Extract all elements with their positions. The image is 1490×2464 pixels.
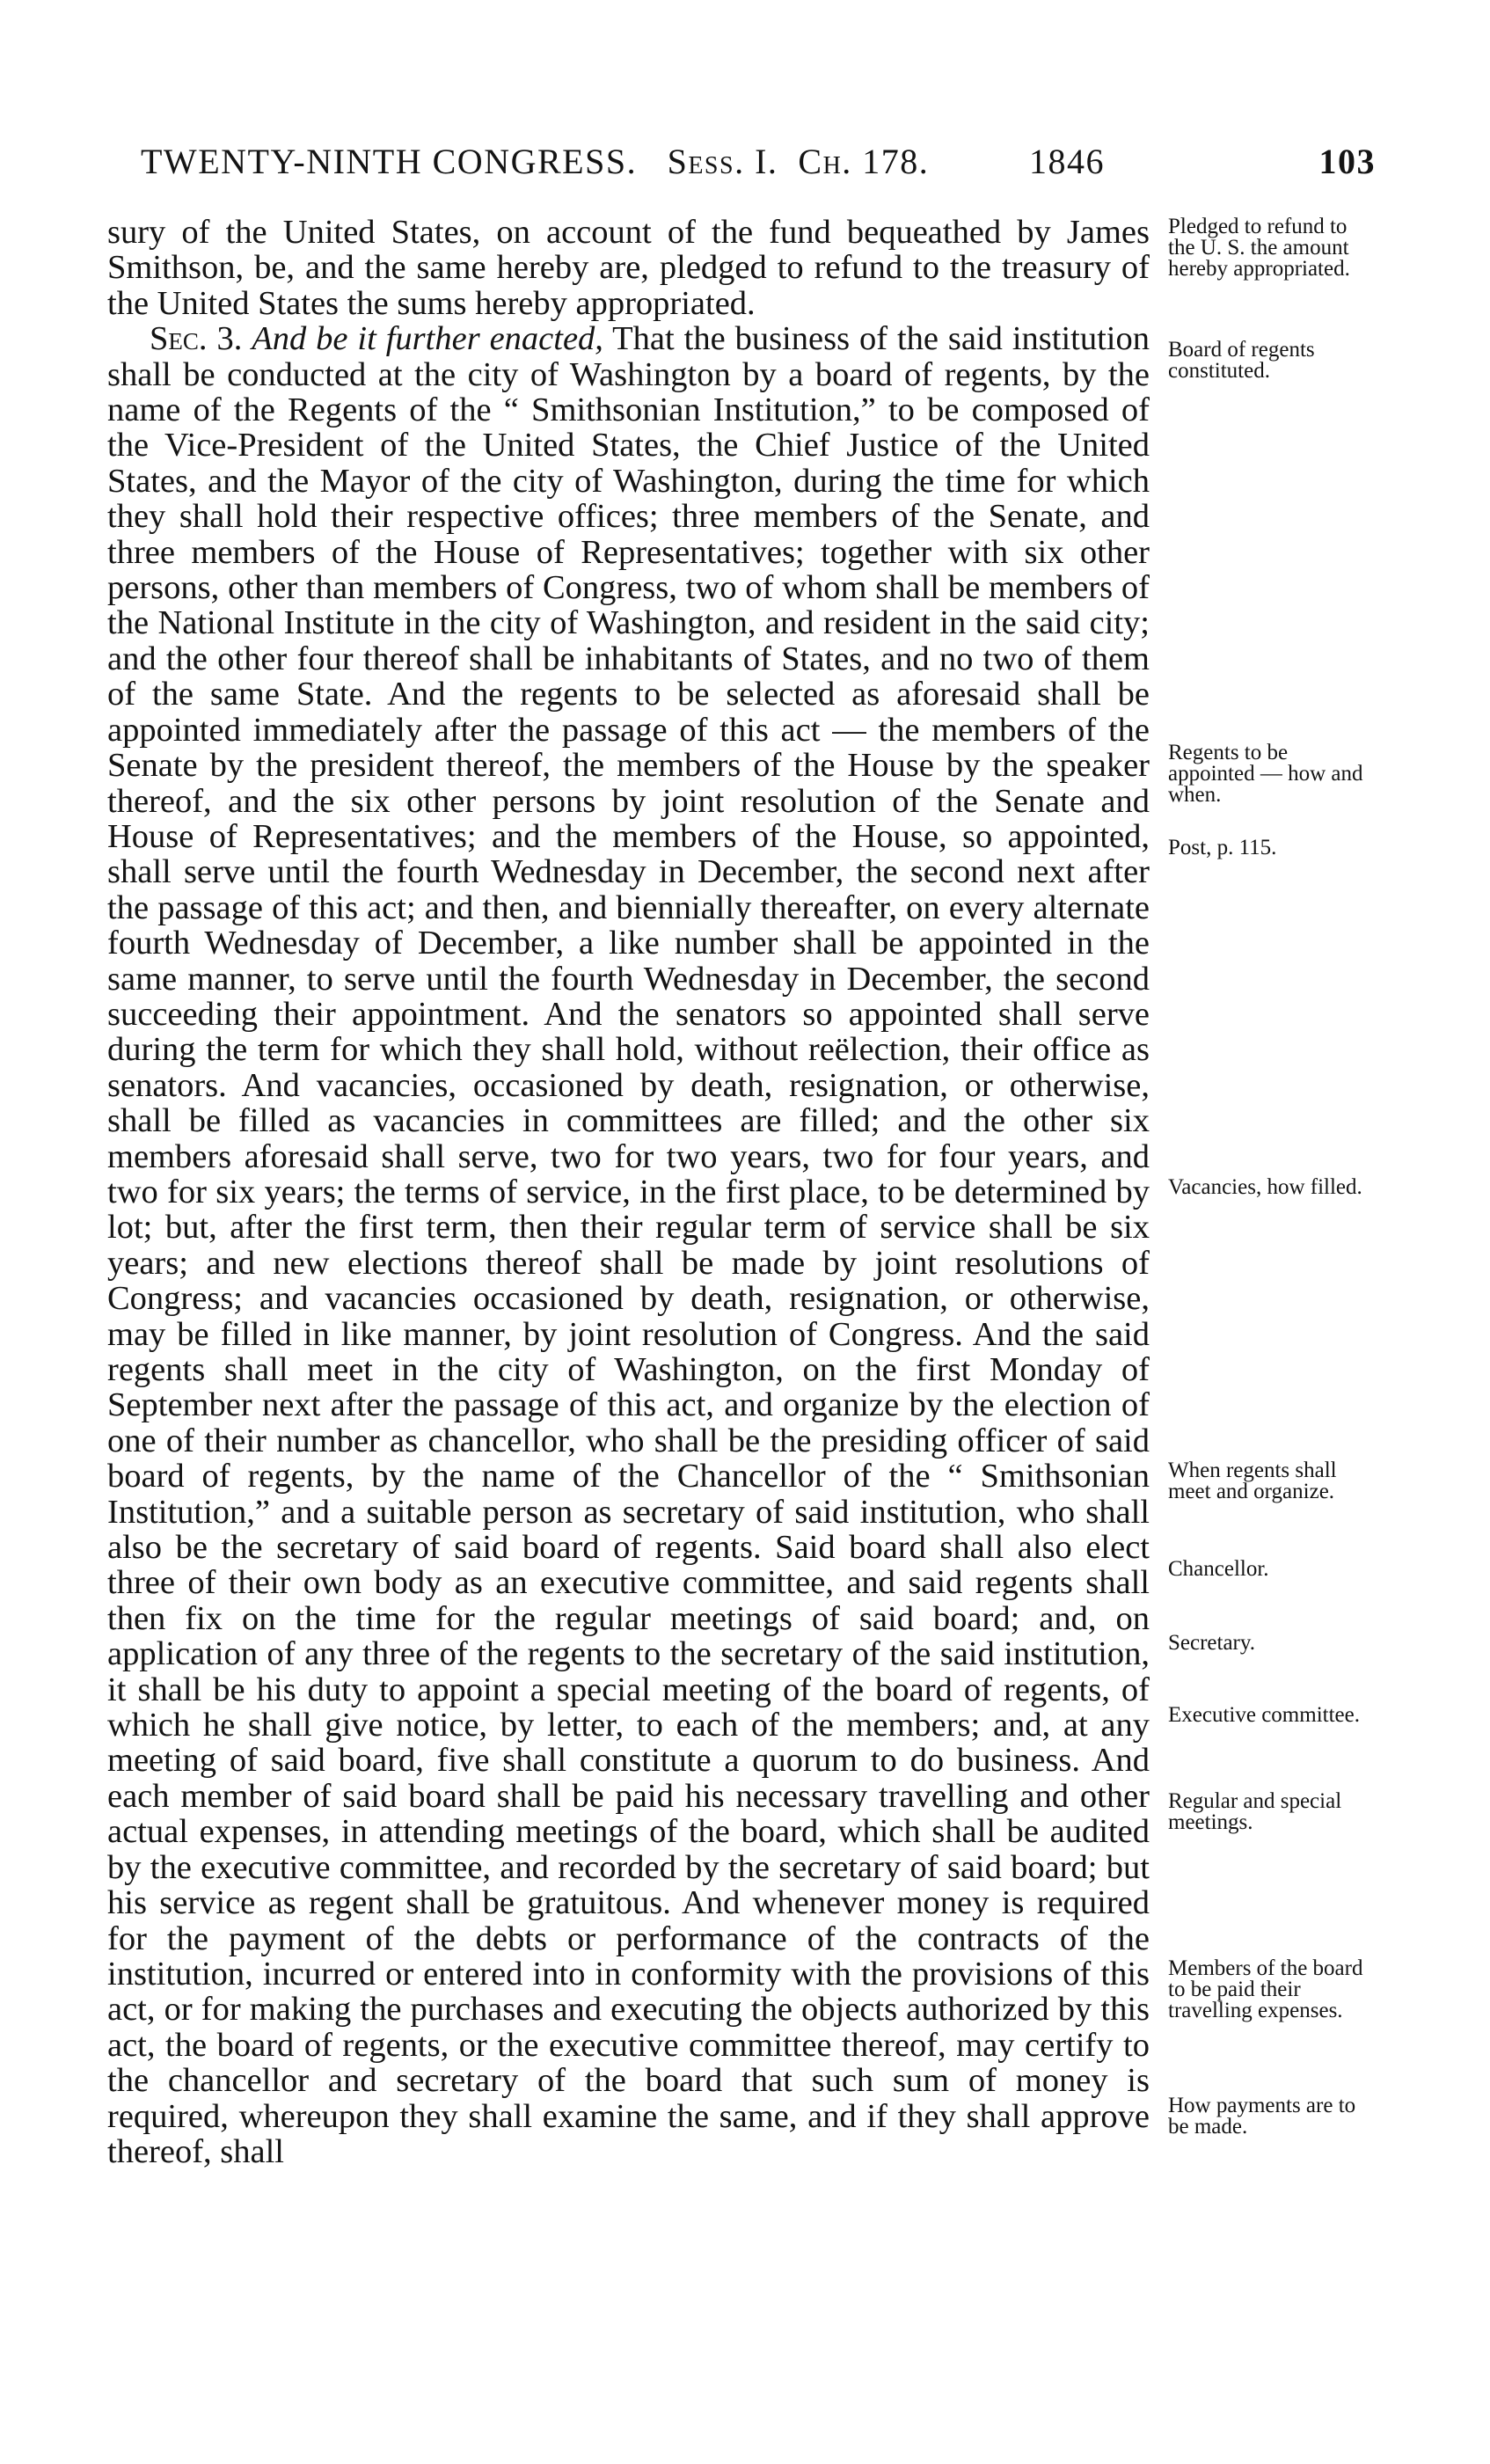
enacting-clause: And be it further enacted,: [252, 320, 603, 358]
margin-note-regents-appointed: Regents to be appointed — how and when.: [1168, 741, 1363, 807]
margin-note-board-of-regents: Board of regents constituted.: [1168, 338, 1315, 383]
margin-note-chancellor: Chancellor.: [1168, 1557, 1269, 1581]
header-chapter: Ch. 178.: [798, 142, 930, 181]
header-session: Sess. I.: [667, 142, 778, 181]
margin-note-executive-committee: Executive committee.: [1168, 1703, 1360, 1727]
section-3-text: That the business of the said institution shall be conducted at the city of Washington by a board of regents, by the name of the Regents of the “ Smithsonian Institution,” to be composed of the Vice-President of the United States, the Chief Justice of the United States, and the Mayor of the city of Washington, during the time for which they shall hold their respective offices; three members of the Senate, and three members of the House of Representatives; together with six other persons, other than members of Congress, two of whom shall be members of the National Institute in the city of Washington, and resident in the said city; and the other four thereof shall be inhabitants of States, and no two of them of the same State. And the regents to be selected as aforesaid shall be appointed immediately after the passage of this act — the members of the Senate by the president thereof, the members of the House by the speaker thereof, and the six other persons by joint resolution of the Senate and House of Representatives; and the members of the House, so appointed, shall serve until the fourth Wednesday in December, the second next after the passage of this act; and then, and biennially thereafter, on every alternate fourth Wednesday of December, a like number shall be appointed in the same manner, to serve until the fourth Wednesday in December, the second succeeding their appointment. And the senators so appointed shall serve during the term for which they shall hold, without reëlection, their office as senators. And vacancies, occasioned by death, resignation, or otherwise, shall be filled as vacancies in committees are filled; and the other six members aforesaid shall serve, two for two years, two for four years, and two for six years; the terms of service, in the first place, to be determined by lot; but, after the first term, then their regular term of service shall be six years; and new elections thereof shall be made by joint resolutions of Congress; and vacancies occasioned by death, resignation, or otherwise, may be filled in like manner, by joint resolution of Congress. And the said regents shall meet in the city of Washington, on the first Monday of September next after the passage of this act, and organize by the election of one of their number as chancellor, who shall be the presiding officer of said board of regents, by the name of the Chancellor of the “ Smithsonian Institution,” and a suitable person as secretary of said institution, who shall also be the secretary of said board of regents. Said board shall also elect three of their own body as an executive committee, and said regents shall then fix on the time for the regular meetings of said board; and, on application of any three of the regents to the secretary of the said institution, it shall be his duty to appoint a special meeting of the board of regents, of which he shall give notice, by letter, to each of the members; and, at any meeting of said board, five shall constitute a quorum to do business. And each member of said board shall be paid his necessary travelling and other actual expenses, in attending meetings of the board, which shall be audited by the executive committee, and recorded by the secretary of said board; but his service as regent shall be gratuitous. And whenever money is required for the payment of the debts or performance of the contracts of the institution, incurred or entered into in conformity with the provisions of this act, or for making the purchases and executing the objects authorized by this act, the board of regents, or the executive committee thereof, may certify to the chancellor and secretary of the board that such sum of money is required, whereupon they shall examine the same, and if they shall approve thereof, shall: [107, 320, 1150, 2170]
margin-note-secretary: Secretary.: [1168, 1631, 1256, 1655]
margin-note-vacancies: Vacancies, how filled.: [1168, 1175, 1362, 1199]
margin-note-regents-meet: When regents shall meet and organize.: [1168, 1459, 1337, 1503]
margin-note-pledged: Pledged to refund to the U. S. the amount hereby appropriated.: [1168, 215, 1350, 281]
margin-note-meetings: Regular and special meetings.: [1168, 1789, 1342, 1834]
header-title: TWENTY-NINTH CONGRESS. Sess. I. Ch. 178.: [141, 142, 930, 181]
running-header: [106, 141, 1376, 190]
section-label: Sec. 3.: [150, 320, 243, 358]
margin-note-payments: How payments are to be made.: [1168, 2094, 1356, 2139]
section-3-paragraph: [107, 321, 1150, 2169]
statute-text: [107, 215, 1150, 2169]
margin-note-travelling-expenses: Members of the board to be paid their travelling expenses.: [1168, 1956, 1363, 2022]
header-year: 1846: [1029, 142, 1105, 181]
margin-note-post-reference: Post, p. 115.: [1168, 836, 1277, 859]
paragraph-continuation: sury of the United States, on account of the fund bequeathed by James Smithson, be, and the same hereby are, pledged to refund to the treasury of the United States the sums hereby appropriated.: [107, 214, 1150, 322]
page-number: 103: [1318, 142, 1376, 181]
